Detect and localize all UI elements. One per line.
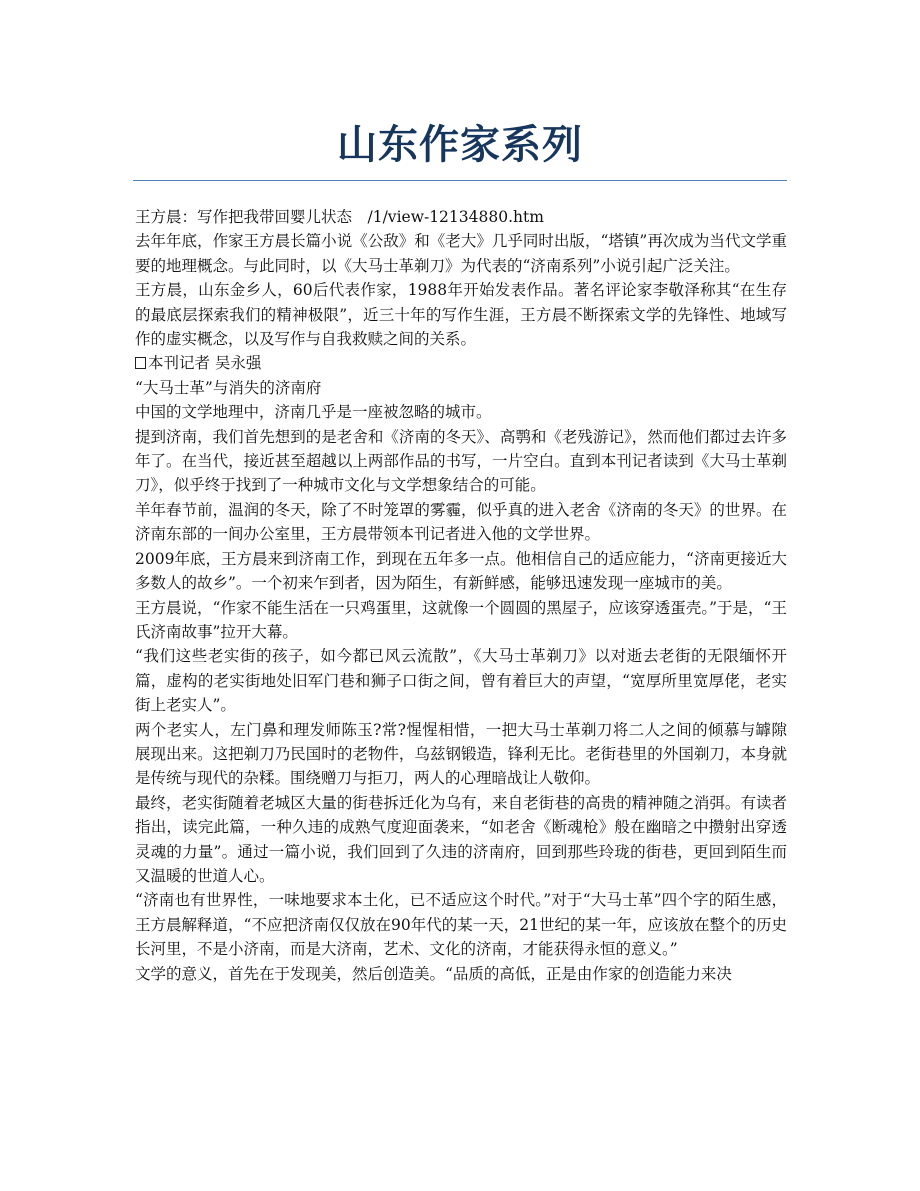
article-paragraph: 王方晨说，“作家不能生活在一只鸡蛋里，这就像一个圆圆的黑屋子，应该穿透蛋壳。”于是，“王氏济南故事”拉开大幕。 <box>135 598 787 641</box>
byline-text: 本刊记者 吴永强 <box>148 354 262 373</box>
page-title: 山东作家系列 <box>337 122 583 168</box>
article-paragraph: 两个老实人，左门鼻和理发师陈玉?常?惺惺相惜，一把大马士革剃刀将二人之间的倾慕与罅隙展现出来。这把剃刀乃民国时的老物件，乌兹钢锻造，锋利无比。老街巷里的外国剃刀，本身就是传统与现代的杂糅。围绕赠刀与拒刀，两人的心理暗战让人敬仰。 <box>135 720 787 788</box>
article-paragraph: 最终，老实街随着老城区大量的街巷拆迁化为乌有，来自老街巷的高贵的精神随之消弭。有读者指出，读完此篇，一种久违的成熟气度迎面袭来，“如老舍《断魂枪》般在幽暗之中攒射出穿透灵魂的力量”。通过一篇小说，我们回到了久违的济南府，回到那些玲珑的街巷，更回到陌生而又温暖的世道人心。 <box>135 793 787 885</box>
article-paragraph: 2009年底，王方晨来到济南工作，到现在五年多一点。他相信自己的适应能力，“济南更接近大多数人的故乡”。一个初来乍到者，因为陌生，有新鲜感，能够迅速发现一座城市的美。 <box>135 549 787 593</box>
title-divider <box>133 180 787 181</box>
byline <box>135 351 787 375</box>
article-body <box>135 205 787 986</box>
article-paragraph: “我们这些老实街的孩子，如今都已风云流散”，《大马士革剃刀》以对逝去老街的无限缅怀开篇，虚构的老实街地处旧军门巷和狮子口街之间，曾有着巨大的声望，“宽厚所里宽厚佬，老实街上老实人”。 <box>135 647 787 715</box>
article-paragraph: “济南也有世界性，一味地要求本土化，已不适应这个时代。”对于“大马士革”四个字的陌生感，王方晨解释道，“不应把济南仅仅放在90年代的某一天，21世纪的某一年，应该放在整个的历史长河里，不是小济南，而是大济南，艺术、文化的济南，才能获得永恒的意义。” <box>135 891 787 959</box>
article-paragraph: 羊年春节前，温润的冬天，除了不时笼罩的雾霾，似乎真的进入老舍《济南的冬天》的世界。在济南东部的一间办公室里，王方晨带领本刊记者进入他的文学世界。 <box>135 500 787 544</box>
article-paragraph: 提到济南，我们首先想到的是老舍和《济南的冬天》、高鹗和《老残游记》，然而他们都过去许多年了。在当代，接近甚至超越以上两部作品的书写，一片空白。直到本刊记者读到《大马士革剃刀》，似乎终于找到了一种城市文化与文学想象结合的可能。 <box>135 427 787 495</box>
checkbox-glyph-icon <box>135 357 146 369</box>
article-source-line: 王方晨：写作把我带回婴儿状态 /1/view-12134880.htm <box>135 208 544 226</box>
article-paragraph: 文学的意义，首先在于发现美，然后创造美。“品质的高低，正是由作家的创造能力来决 <box>135 964 732 983</box>
article-paragraph: 王方晨，山东金乡人，60后代表作家，1988年开始发表作品。著名评论家李敬泽称其“在生存的最底层探索我们的精神极限”，近三十年的写作生涯，王方晨不断探索文学的先锋性、地域写作的虚实概念，以及写作与自我救赎之间的关系。 <box>135 281 787 349</box>
article-paragraph: 去年年底，作家王方晨长篇小说《公敌》和《老大》几乎同时出版，“塔镇”再次成为当代文学重要的地理概念。与此同时，以《大马士革剃刀》为代表的“济南系列”小说引起广泛关注。 <box>135 232 787 275</box>
article-paragraph: 中国的文学地理中，济南几乎是一座被忽略的城市。 <box>135 403 492 422</box>
section-heading: “大马士革”与消失的济南府 <box>135 378 322 397</box>
